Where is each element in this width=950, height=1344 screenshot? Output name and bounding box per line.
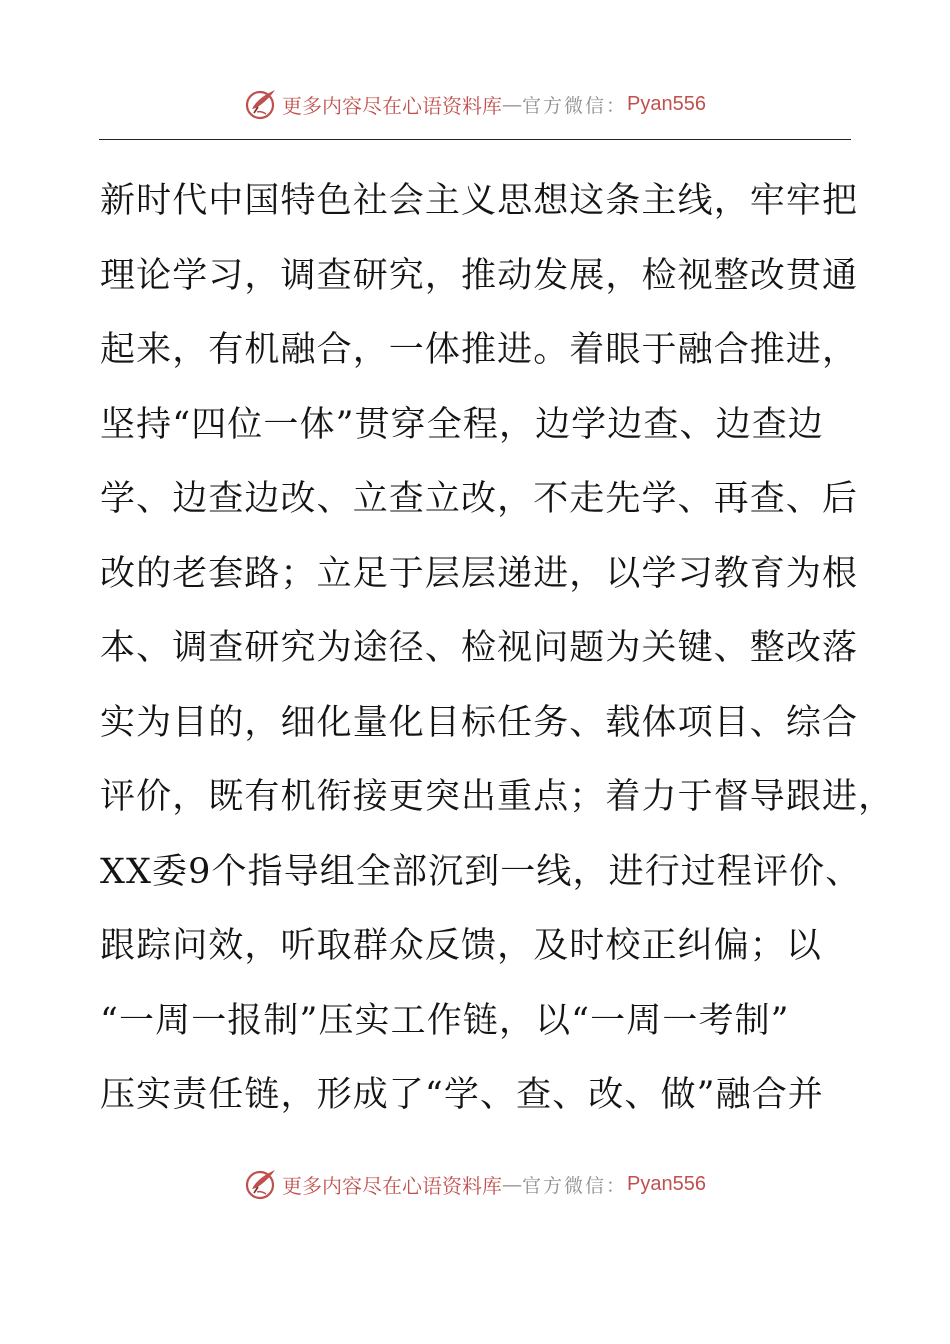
body-line: “一周一报制”压实工作链，以“一周一考制” [100,1000,790,1041]
banner-wechat-handle: Pyan556 [627,1172,706,1195]
body-line: 理论学习，调查研究，推动发展，检视整改贯通 [100,255,859,296]
body-line: 跟踪问效，听取群众反馈，及时校正纠偏；以 [100,926,823,966]
body-line: 学、边查边改、立查立改，不走先学、再查、后 [100,479,859,519]
body-line: 实为目的，细化量化目标任务、载体项目、综合 [100,702,859,743]
body-line: 评价，既有机衔接更突出重点；着力于督导跟进， [100,777,895,817]
banner-official-label: 官方微信： [522,1174,628,1197]
document-body [100,164,895,1133]
body-line: 起来，有机融合，一体推进。着眼于融合推进， [100,330,859,370]
banner-wechat-handle: Pyan556 [627,92,706,115]
header-banner [0,84,950,124]
header-divider [99,139,851,140]
body-line: 压实责任链，形成了“学、查、改、做”融合并 [100,1075,824,1115]
banner-dash: — [502,92,522,116]
body-line: 坚持“四位一体”贯穿全程，边学边查、边查边 [100,404,824,445]
quill-seal-icon [244,87,278,121]
quill-seal-icon [244,1167,278,1201]
banner-dash: — [502,1172,522,1196]
body-line: 新时代中国特色社会主义思想这条主线，牢牢把 [100,181,859,221]
body-line: 改的老套路；立足于层层递进，以学习教育为根 [100,553,859,594]
banner-official-label: 官方微信： [522,94,628,117]
banner-brand-text: 更多内容尽在心语资料库 [282,1173,502,1198]
body-line: XX委9个指导组全部沉到一线，进行过程评价、 [100,851,862,892]
banner-brand-text: 更多内容尽在心语资料库 [282,93,502,118]
body-line: 本、调查研究为途径、检视问题为关键、整改落 [100,628,859,668]
footer-banner [0,1164,950,1204]
